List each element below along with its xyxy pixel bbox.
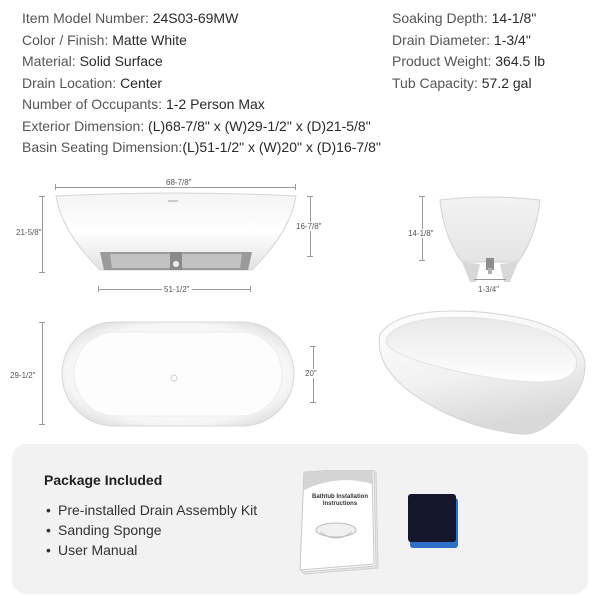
spec-drain-diameter: Drain Diameter: 1-3/4" bbox=[392, 32, 531, 48]
spec-soaking-depth: Soaking Depth: 14-1/8" bbox=[392, 10, 537, 26]
spec-exterior-dimension: Exterior Dimension: (L)68-7/8" x (W)29-1/2" x (D)21-5/8" bbox=[22, 118, 371, 134]
soak-depth-dimension-line bbox=[422, 196, 423, 260]
width-label: 29-1/2" bbox=[10, 371, 36, 380]
length-label: 68-7/8" bbox=[166, 178, 192, 187]
drain-dia-dimension-line bbox=[474, 279, 506, 280]
package-item-sponge: • Sanding Sponge bbox=[46, 522, 162, 538]
drain-dia-label: 1-3/4" bbox=[478, 285, 500, 294]
depth-dimension-line bbox=[42, 196, 43, 272]
spec-basin-seating-dimension: Basin Seating Dimension:(L)51-1/2" x (W)20" x (D)16-7/8" bbox=[22, 139, 381, 155]
soak-depth-label: 14-1/8" bbox=[408, 229, 434, 238]
spec-drain-location: Drain Location: Center bbox=[22, 75, 163, 91]
spec-model-number: Item Model Number: 24S03-69MW bbox=[22, 10, 239, 26]
spec-occupants: Number of Occupants: 1-2 Person Max bbox=[22, 96, 265, 112]
manual-title: Bathtub Installation Instructions bbox=[312, 494, 368, 507]
package-item-drain-kit: • Pre-installed Drain Assembly Kit bbox=[46, 502, 258, 518]
spec-tub-capacity: Tub Capacity: 57.2 gal bbox=[392, 75, 532, 91]
tub-perspective-view-icon bbox=[370, 304, 594, 440]
tub-side-view-icon bbox=[52, 192, 300, 276]
depth-label: 21-5/8" bbox=[16, 228, 42, 237]
package-item-manual: • User Manual bbox=[46, 542, 138, 558]
tub-end-view-icon bbox=[436, 192, 544, 284]
package-title: Package Included bbox=[44, 472, 163, 488]
length-dimension-line bbox=[55, 187, 295, 188]
inner-depth-label: 16-7/8" bbox=[296, 222, 322, 231]
width-dimension-line bbox=[42, 322, 43, 424]
tub-top-view-icon bbox=[60, 320, 296, 428]
spec-material: Material: Solid Surface bbox=[22, 53, 163, 69]
spec-color-finish: Color / Finish: Matte White bbox=[22, 32, 187, 48]
spec-product-weight: Product Weight: 364.5 lb bbox=[392, 53, 546, 69]
user-manual-icon bbox=[298, 470, 384, 578]
inner-width-label: 20" bbox=[305, 369, 317, 378]
inner-length-label: 51-1/2" bbox=[164, 285, 190, 294]
